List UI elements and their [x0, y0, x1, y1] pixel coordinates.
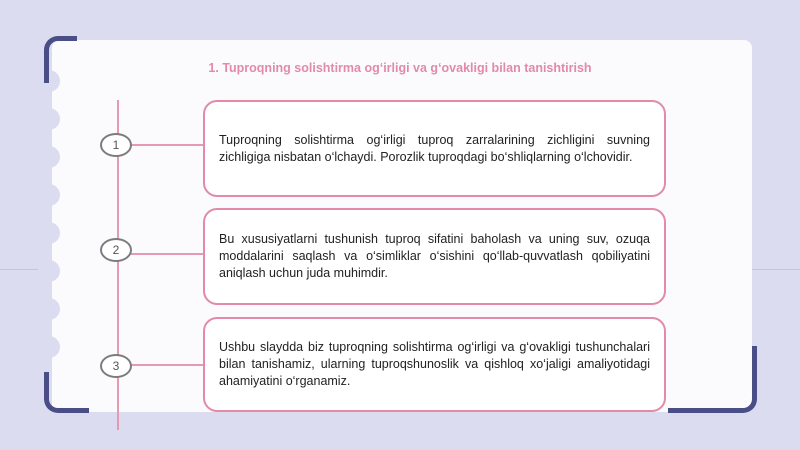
step-number-2: 2 [100, 238, 132, 262]
info-card-text: Tuproqning solishtirma og‘irligi tuproq zarralarining zichligini suvning zichligiga nisbatan o‘lchaydi. Porozlik tuproqdagi bo‘shliqlarning o‘lchovidir. [219, 132, 650, 164]
info-card-1 [203, 100, 666, 197]
step-number-3: 3 [100, 354, 132, 378]
binder-hole [38, 146, 60, 168]
step-number-1: 1 [100, 133, 132, 157]
corner-bracket-bottom-right [668, 346, 757, 413]
info-card-2 [203, 208, 666, 305]
slide-title: 1. Tuproqning solishtirma og‘irligi va g‘ovakligi bilan tanishtirish [208, 61, 592, 75]
binder-hole [38, 108, 60, 130]
binder-hole [38, 260, 60, 282]
corner-bracket-bottom-left [44, 372, 89, 413]
corner-bracket-top-left [44, 36, 77, 83]
info-card-3 [203, 317, 666, 412]
binder-hole [38, 222, 60, 244]
info-card-text: Ushbu slaydda biz tuproqning solishtirma og‘irligi va g‘ovakligi tushunchalari bilan tanishamiz, ularning tuproqshunoslik va qishloq xo‘jaligi amaliyotidagi ahamiyatini o‘rganamiz. [219, 340, 650, 388]
binder-hole [38, 184, 60, 206]
binder-hole [38, 298, 60, 320]
info-card-text: Bu xususiyatlarni tushunish tuproq sifatini baholash va uning suv, ozuqa moddalarini saqlash va o‘simliklar o‘sishini qo‘llab-quvvatlash qobiliyatini aniqlash uchun juda muhimdir. [219, 232, 650, 280]
binder-hole [38, 336, 60, 358]
